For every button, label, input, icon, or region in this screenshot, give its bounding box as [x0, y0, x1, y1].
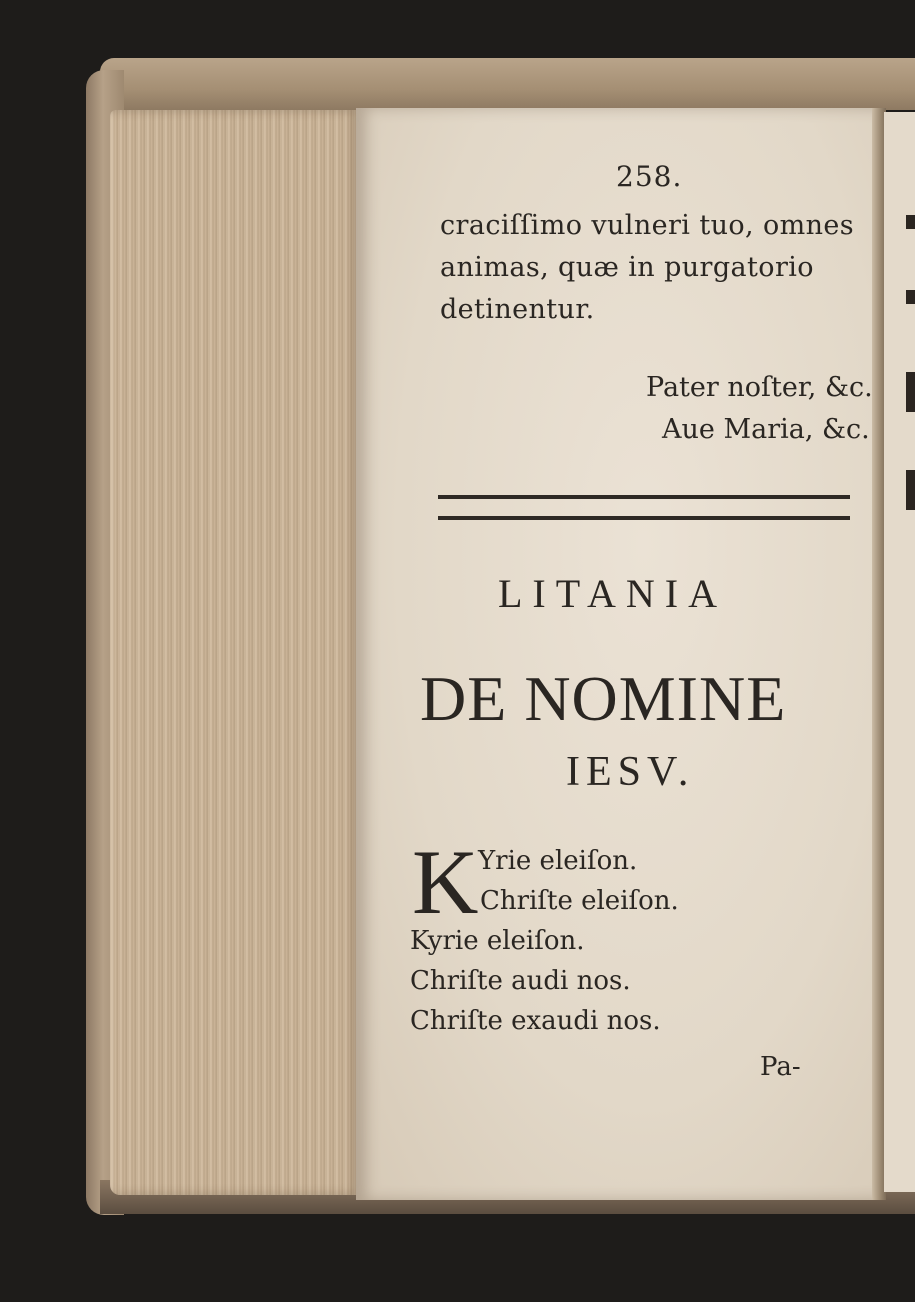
book-cover-top	[100, 58, 915, 110]
ave-maria-line: Aue Maria, &c.	[662, 414, 870, 445]
catchword: Pa-	[760, 1052, 801, 1082]
page-number: 258.	[616, 160, 683, 193]
heading-de-nomine: DE NOMINE	[420, 663, 787, 734]
right-page-ink-mark	[906, 290, 915, 304]
litany-line: Chriſte audi nos.	[410, 966, 631, 996]
pater-noster-line: Pater noſter, &c.	[646, 372, 873, 403]
litany-line: Yrie eleiſon.	[478, 846, 638, 876]
right-page-ink-mark	[906, 372, 915, 412]
litany-line: Chriſte eleiſon.	[480, 886, 679, 916]
right-page-ink-mark	[906, 470, 915, 510]
page-edges	[110, 110, 360, 1195]
prayer-line: detinentur.	[440, 294, 595, 325]
heading-iesu: IESV.	[566, 749, 695, 795]
litany-line: Chriſte exaudi nos.	[410, 1006, 661, 1036]
prayer-line: animas, quæ in purgatorio	[440, 252, 814, 283]
prayer-line: craciſſimo vulneri tuo, omnes	[440, 210, 855, 241]
heading-litania: LITANIA	[498, 571, 727, 616]
drop-cap: K	[412, 831, 479, 933]
double-rule-bottom	[438, 516, 850, 520]
right-page-sliver	[884, 112, 915, 1192]
right-page-ink-mark	[906, 215, 915, 229]
litany-line: Kyrie eleiſon.	[410, 926, 585, 956]
double-rule-top	[438, 495, 850, 499]
